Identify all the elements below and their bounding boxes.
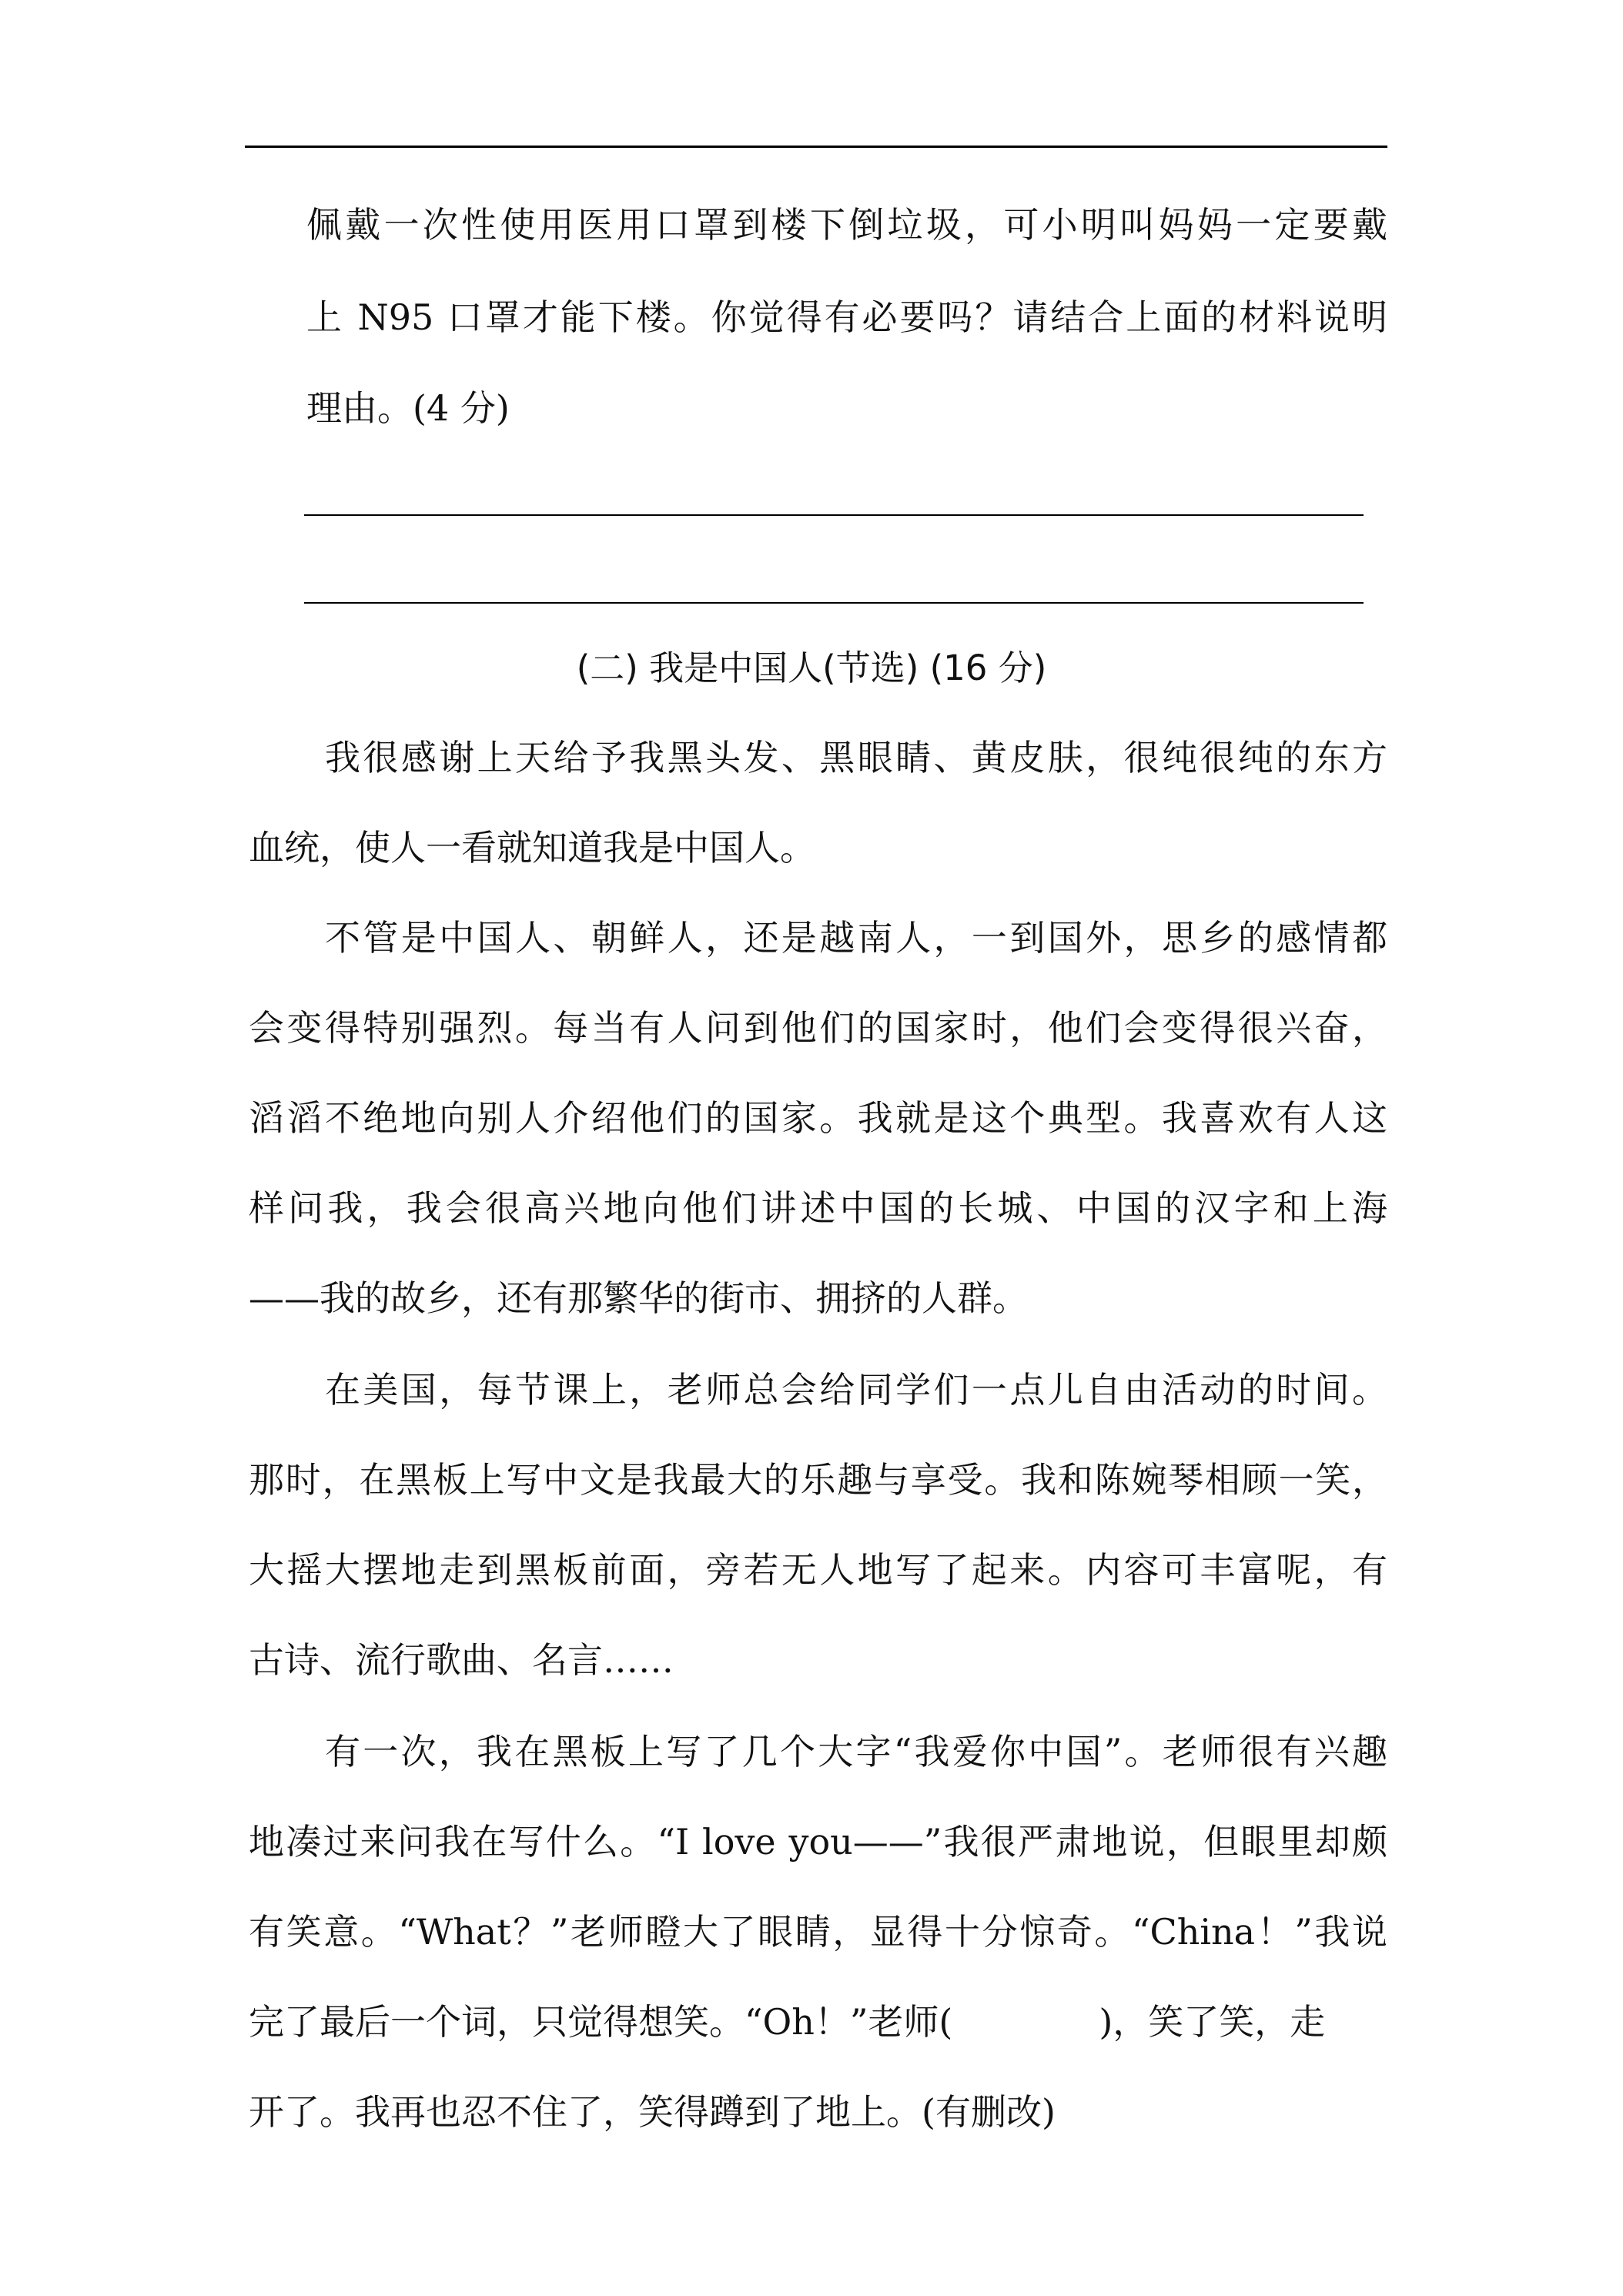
passage-p4-line-4 bbox=[249, 1999, 1325, 2045]
passage-p4-line-4-after-blank: )，笑了笑，走 bbox=[1099, 2001, 1326, 2043]
passage-p2-line-3: 滔滔不绝地向别人介绍他们的国家。我就是这个典型。我喜欢有人这 bbox=[249, 1097, 1387, 1139]
passage-p3-line-1: 在美国，每节课上，老师总会给同学们一点儿自由活动的时间。 bbox=[325, 1369, 1387, 1411]
question-line-3: 理由。(4 分) bbox=[306, 387, 510, 429]
question-line-1: 佩戴一次性使用医用口罩到楼下倒垃圾，可小明叫妈妈一定要戴 bbox=[306, 204, 1387, 246]
question-line-2: 上 N95 口罩才能下楼。你觉得有必要吗？请结合上面的材料说明 bbox=[306, 296, 1387, 338]
section-title: (二) 我是中国人(节选) (16 分) bbox=[576, 648, 1047, 688]
passage-p4-line-1: 有一次，我在黑板上写了几个大字“我爱你中国”。老师很有兴趣 bbox=[325, 1731, 1387, 1772]
answer-line-2[interactable] bbox=[304, 602, 1364, 604]
passage-p3-line-2: 那时，在黑板上写中文是我最大的乐趣与享受。我和陈婉琴相顾一笑， bbox=[249, 1459, 1387, 1501]
passage-p4-line-5: 开了。我再也忍不住了，笑得蹲到了地上。(有删改) bbox=[249, 2091, 1056, 2133]
passage-p1-line-2: 血统，使人一看就知道我是中国人。 bbox=[249, 827, 815, 869]
passage-p3-line-3: 大摇大摆地走到黑板前面，旁若无人地写了起来。内容可丰富呢，有 bbox=[249, 1549, 1387, 1591]
passage-p3-line-4: 古诗、流行歌曲、名言…… bbox=[249, 1639, 674, 1681]
top-divider-line bbox=[245, 146, 1387, 148]
passage-p4-line-2: 地凑过来问我在写什么。“I love you——”我很严肃地说，但眼里却颇 bbox=[249, 1821, 1387, 1863]
passage-p4-line-4-before-blank: 完了最后一个词，只觉得想笑。“Oh！”老师( bbox=[249, 2001, 953, 2043]
passage-p2-line-5: ——我的故乡，还有那繁华的街市、拥挤的人群。 bbox=[249, 1277, 1028, 1319]
passage-p4-line-3: 有笑意。“What？”老师瞪大了眼睛，显得十分惊奇。“China！”我说 bbox=[249, 1911, 1387, 1953]
passage-p1-line-1: 我很感谢上天给予我黑头发、黑眼睛、黄皮肤，很纯很纯的东方 bbox=[325, 737, 1387, 778]
answer-line-1[interactable] bbox=[304, 514, 1364, 516]
passage-p2-line-2: 会变得特别强烈。每当有人问到他们的国家时，他们会变得很兴奋， bbox=[249, 1007, 1387, 1049]
passage-p2-line-1: 不管是中国人、朝鲜人，还是越南人，一到国外，思乡的感情都 bbox=[325, 917, 1387, 959]
passage-p2-line-4: 样问我，我会很高兴地向他们讲述中国的长城、中国的汉字和上海 bbox=[249, 1187, 1387, 1229]
